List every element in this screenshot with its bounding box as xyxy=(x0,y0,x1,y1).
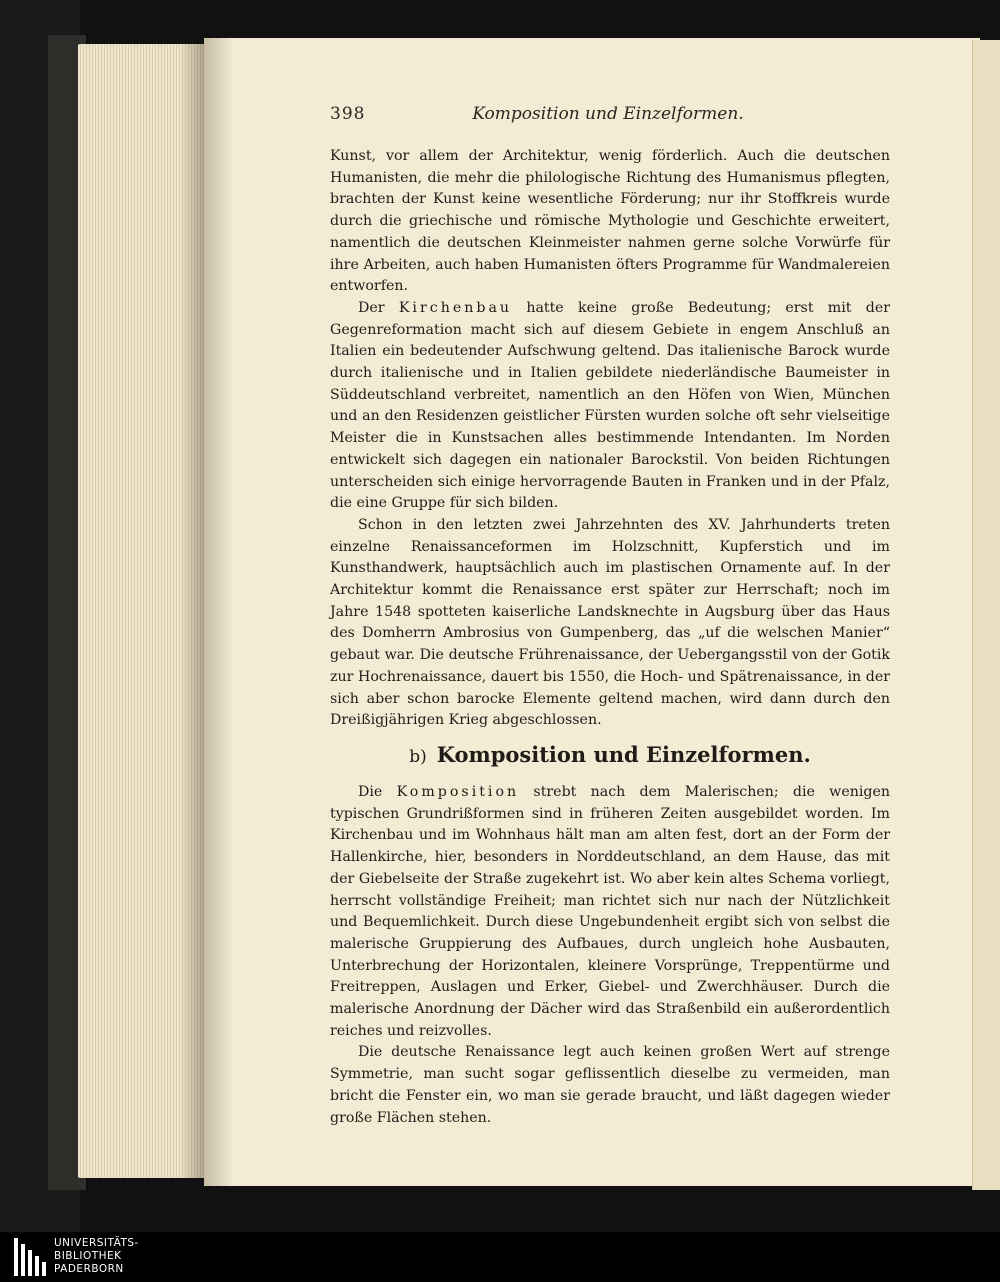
logo-line-1: UNIVERSITÄTS- xyxy=(54,1237,139,1249)
library-logo-icon xyxy=(8,1236,48,1278)
spaced-term-kirchenbau: Kirchenbau xyxy=(398,299,513,316)
paragraph-1: Kunst, vor allem der Architektur, wenig förderlich. Auch die deutschen Humanisten, die mehr die philologische Richtung des Humanismus pflegten, brachten der Kunst keine wesentliche Förderung; nur ihr Stoffkreis wurde durch die griechische und römische Mythologie und Geschichte erweitert, namentlich die deutschen Kleinmeister nahmen gerne solche Vorwürfe für ihre Arbeiten, auch haben Humanisten öfters Programme für Wandmalereien entworfen. xyxy=(330,148,890,295)
library-footer xyxy=(0,1232,1000,1282)
section-title: Komposition und Einzelformen. xyxy=(436,741,811,767)
gutter-shadow xyxy=(180,44,204,1178)
paragraph-4-intro: Die xyxy=(358,783,383,800)
spaced-term-komposition: Komposition xyxy=(396,783,520,800)
section-heading xyxy=(330,740,890,772)
running-header xyxy=(330,104,886,130)
paragraph-2-rest: hatte keine große Bedeutung; erst mit der Gegenreformation macht sich auf diesem Gebiete in engem Anschluß an Italien ein bedeutender Aufschwung geltend. Das italienische Barock wurde durch italienische und in Italien gebildete niederländische Baumeister in Süddeutschland verbreitet, namentlich an den Höfen von Wien, München und an den Residenzen geistlicher Fürsten wurden solche oft sehr vielseitige Meister die in Kunstsachen alles bestimmende Intendanten. Im Norden entwickelt sich dagegen ein nationaler Barockstil. Von beiden Richtungen unterscheiden sich einige hervorragende Bauten in Franken und in der Pfalz, die eine Gruppe für sich bilden. xyxy=(330,299,890,512)
next-page-edge xyxy=(972,40,1000,1190)
section-label: b) xyxy=(409,746,427,767)
paragraph-2-intro: Der xyxy=(358,299,385,316)
running-title: Komposition und Einzelformen. xyxy=(472,104,744,124)
paragraph-2 xyxy=(330,298,890,515)
logo-line-3: PADERBORN xyxy=(54,1263,124,1275)
logo-line-2: BIBLIOTHEK xyxy=(54,1250,122,1262)
paragraph-3: Schon in den letzten zwei Jahrzehnten des XV. Jahrhunderts treten einzelne Renaissanceformen im Holzschnitt, Kupferstich und im Kunsthandwerk, hauptsächlich auch im plastischen Ornamente auf. In der Architektur kommt die Renaissance erst später zur Herrschaft; noch im Jahre 1548 spotteten kaiserliche Landsknechte in Augsburg über das Haus des Domherrn Ambrosius von Gumpenberg, das „uf die welschen Manier“ gebaut war. Die deutsche Frührenaissance, der Uebergangsstil von der Gotik zur Hochrenaissance, dauert bis 1550, die Hoch- und Spätrenaissance, in der sich aber schon barocke Elemente geltend machen, wird dann durch den Dreißigjährigen Krieg abgeschlossen. xyxy=(330,516,890,729)
paragraph-4-rest: strebt nach dem Malerischen; die wenigen typischen Grundrißformen sind in früheren Zeiten ausgebildet worden. Im Kirchenbau und im Wohnhaus hält man am alten fest, dort an der Form der Hallenkirche, hier, besonders in Norddeutschland, an dem Hause, das mit der Giebelseite der Straße zugekehrt ist. Wo aber kein altes Schema vorliegt, herrscht vollständige Freiheit; man richtet sich nur nach der Nützlichkeit und Bequemlichkeit. Durch diese Ungebundenheit ergibt sich von selbst die malerische Gruppierung des Aufbaues, durch ungleich hohe Ausbauten, Unterbrechung der Horizontalen, kleinere Vorsprünge, Treppentürme und Freitreppen, Auslagen und Erker, Giebel- und Zwerchhäuser. Durch die malerische Anordnung der Dächer wird das Straßenbild ein außerordentlich reiches und reizvolles. xyxy=(330,783,891,1039)
paragraph-4 xyxy=(330,782,890,1042)
page-number: 398 xyxy=(330,104,366,124)
body-text xyxy=(330,146,890,1129)
library-logo-text xyxy=(54,1237,139,1276)
paragraph-5: Die deutsche Renaissance legt auch keinen großen Wert auf strenge Symmetrie, man sucht sogar geflissentlich dieselbe zu vermeiden, man bricht die Fenster ein, wo man sie gerade braucht, und läßt dagegen wieder große Flächen stehen. xyxy=(330,1044,890,1126)
